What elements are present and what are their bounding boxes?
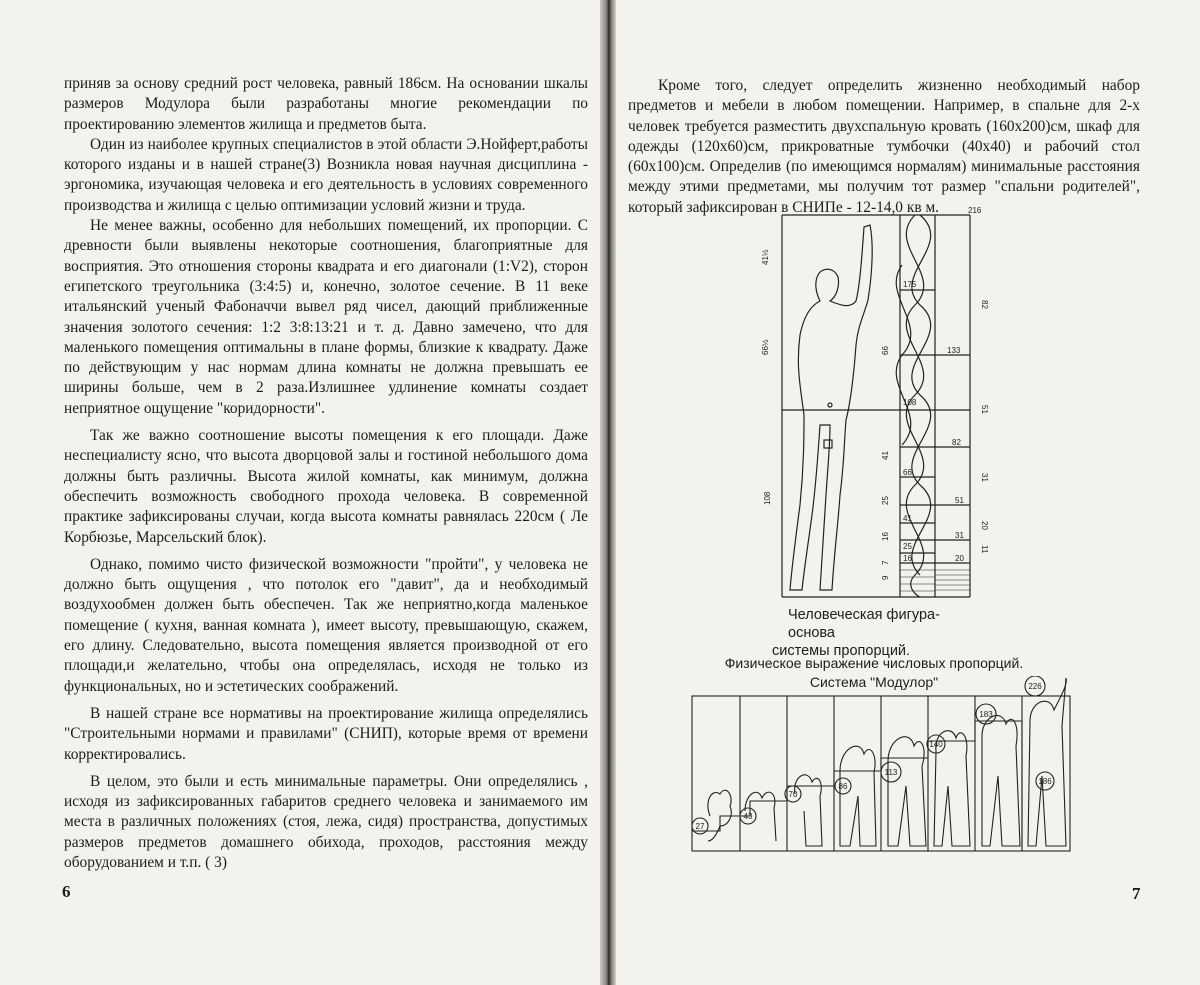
label-175: 175: [903, 280, 917, 289]
label-108: 108: [763, 491, 772, 505]
label-51-outer: 51: [980, 405, 989, 414]
paragraph: Кроме того, следует определить жизненно необходимый набор предметов и мебели в любом помещении. Например, в спальне для 2-х человек требуется разместить двухспальную кровать (160х200)см, шкаф для одежды (120х60)см, прикроватные тумбочки (40х40) и рабочий стол (60х100)см. Определив (по имеющимся нормалям) минимальные расстояния между этими предметами, мы получим тот размер "спальни родителей", который зафиксирован в СНИПе - 12-14,0 кв м.: [628, 77, 1140, 216]
label-20: 20: [955, 554, 964, 563]
label-7: 7: [881, 560, 890, 565]
modulor-series-diagram: [690, 676, 1075, 856]
label-66: 66: [881, 346, 890, 355]
label-9: 9: [881, 575, 890, 580]
label-51: 51: [955, 496, 964, 505]
paragraph: Не менее важны, особенно для небольших помещений, их пропорции. С древности были выявлены некоторые соотношения, благоприятные для восприятия. Это отношения стороны квадрата и его диагонали (1:V2), сторон египетского треугольника (3:4:5) и, конечно, золотое сечение. В 11 веке итальянский ученый Фабоначчи вывел ряд чисел, дающий приближенные значения золотого сечения: 1:2 3:8:13:21 и т. д. Давно замечено, что для маленького помещения оптимальны в плане формы, близкие к квадрату. Даже по действующим у нас нормам длина комнаты не должна превышать ее ширины больше, чем в 2 раза.Излишнее удлинение комнаты создает неприятное ощущение "коридорности".: [64, 217, 588, 417]
page-number-left: 6: [62, 882, 71, 901]
label-216: 216: [968, 206, 982, 215]
label-82: 82: [952, 438, 961, 447]
modulor-label-113: 113: [884, 768, 898, 777]
page-number-right: 7: [1132, 884, 1141, 903]
paragraph: Однако, помимо чисто физической возможности "пройти", у человека не должно быть ощущения , что потолок его "давит", да и необходимый воздухообмен должен быть обеспечен. Так же неприятно,когда маленькое помещение ( кухня, ванная комната ), имеет высоту, превышающую, скажем, его длину. Следовательно, высота помещения является производной от его площади,и желательно, чтобы она определялась, исходя не только из функциональных, но и эстетических соображений.: [64, 555, 588, 695]
modulor-label-70: 70: [788, 790, 798, 799]
paragraph: В целом, это были и есть минимальные параметры. Они определялись , исходя из зафиксированных габаритов среднего человека и занимаемого им места в различных положениях (стоя, лежа, сидя) пространства, допустимых размеров предметов домашнего обихода, проходов, расстояния между оборудованием и т.п. ( 3): [64, 772, 588, 871]
label-16-vert: 16: [881, 532, 890, 541]
label-31: 31: [955, 531, 964, 540]
label-11-outer: 11: [980, 545, 989, 554]
caption-line: системы пропорций.: [772, 643, 911, 659]
figure1-caption: [772, 606, 982, 660]
right-page-text: [628, 76, 1140, 218]
book-gutter: [600, 0, 616, 985]
modulor-label-27: 27: [695, 822, 705, 831]
modulor-label-43: 43: [743, 812, 753, 821]
label-16: 16: [903, 554, 912, 563]
label-133: 133: [947, 346, 961, 355]
modulor-label-183: 183: [979, 710, 993, 719]
paragraph: приняв за основу средний рост человека, равный 186см. На основании шкалы размеров Модулора были разработаны многие рекомендации по проектированию элементов жилища и предметов быта.: [64, 75, 588, 133]
label-82-outer: 82: [980, 300, 989, 309]
modulor-label-226: 226: [1028, 682, 1042, 691]
label-31-outer: 31: [980, 473, 989, 482]
left-page-text: [64, 74, 588, 873]
label-25-vert: 25: [881, 496, 890, 505]
paragraph: Так же важно соотношение высоты помещения к его площади. Даже неспециалисту ясно, что высота дворцовой залы и гостиной небольшого дома должны быть различны. Высота жилой комнаты, как минимум, должна обеспечить возможность свободного прохода человека. В современной практике зафиксированы случаи, когда высота комнаты равнялась 220см ( Ле Корбюзье, Марсельский блок).: [64, 427, 588, 546]
modulor-label-186: 186: [1038, 777, 1052, 786]
modulor-label-86: 86: [838, 782, 848, 791]
paragraph: Один из наиболее крупных специалистов в этой области Э.Нойферт,работы которого изданы и в нашей стране(3) Возникла новая научная дисциплина - эргономика, изучающая человека и его деятельность в условиях современного производства и жилища с целью оптимизации условий жизни и труда.: [64, 135, 588, 214]
label-108-mid: 108: [903, 398, 917, 407]
paragraph: В нашей стране все нормативы на проектирование жилища определялись "Строительными нормами и правилами" (СНИП), которые время от времени корректировались.: [64, 704, 588, 763]
label-66-half: 66½: [761, 339, 770, 355]
figure2-title-line: Система "Модулор": [809, 674, 939, 690]
caption-line: Человеческая фигура-основа: [788, 607, 940, 641]
label-41-half: 41½: [761, 249, 770, 265]
label-20-outer: 20: [980, 521, 989, 530]
label-25: 25: [903, 542, 912, 551]
label-41-vert: 41: [881, 451, 890, 460]
label-41: 41: [903, 514, 912, 523]
figure2-title-line: Физическое выражение числовых пропорций.: [724, 655, 1024, 671]
modulor-figure-diagram: [760, 205, 990, 600]
modulor-label-140: 140: [929, 740, 943, 749]
label-66-low: 66: [903, 468, 912, 477]
